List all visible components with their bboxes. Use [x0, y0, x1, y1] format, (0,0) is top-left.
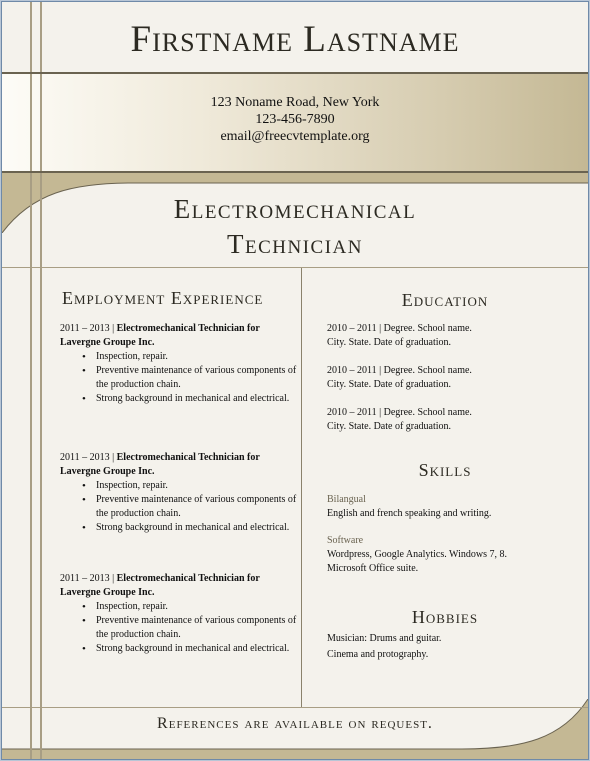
employment-entry [60, 451, 300, 535]
column-divider [301, 268, 302, 707]
education-line: City. State. Date of graduation. [327, 337, 452, 348]
divider-header-top [2, 72, 588, 74]
employment-bullet: • Inspection, repair. [96, 600, 300, 614]
employment-dates: 2011 – 2013 | [60, 452, 115, 463]
employment-entry-head [60, 451, 300, 465]
employment-bullets [60, 600, 300, 656]
hobbies-list [327, 631, 567, 663]
education-line: City. State. Date of graduation. [327, 421, 452, 432]
employment-company: Lavergne Groupe Inc. [60, 466, 155, 477]
hobby-item: Cinema and protography. [327, 649, 429, 660]
employment-role: Electromechanical Technician for [116, 452, 260, 463]
skills-label: Bilangual [327, 494, 366, 505]
divider-title-bottom [2, 267, 588, 268]
candidate-name: Firstname Lastname [130, 19, 460, 60]
education-line: 2010 – 2011 | Degree. School name. [327, 407, 472, 418]
education-line: 2010 – 2011 | Degree. School name. [327, 323, 472, 334]
employment-dates: 2011 – 2013 | [60, 573, 115, 584]
skills-text: English and french speaking and writing. [327, 508, 492, 519]
employment-heading: Employment Experience [62, 288, 264, 308]
job-title-line-2: Technician [227, 229, 363, 259]
hobby-item: Musician: Drums and guitar. [327, 633, 442, 644]
resume-page [1, 1, 589, 760]
education-entry [327, 364, 567, 392]
education-line: 2010 – 2011 | Degree. School name. [327, 365, 472, 376]
skills-group [327, 493, 567, 521]
divider-footer-top [2, 707, 588, 708]
employment-bullet: • Strong background in mechanical and electrical. [96, 392, 300, 406]
employment-entry [60, 322, 300, 406]
contact-address: 123 Noname Road, New York [210, 95, 380, 110]
education-entry [327, 406, 567, 434]
employment-role: Electromechanical Technician for [116, 323, 260, 334]
employment-bullet: • Strong background in mechanical and electrical. [96, 521, 300, 535]
references-footer: References are available on request. [157, 715, 433, 732]
employment-company: Lavergne Groupe Inc. [60, 587, 155, 598]
employment-bullets [60, 350, 300, 406]
employment-dates: 2011 – 2013 | [60, 323, 115, 334]
skills-label: Software [327, 535, 364, 546]
employment-bullets [60, 479, 300, 535]
job-title [2, 192, 588, 262]
contact-phone: 123-456-7890 [255, 112, 335, 127]
employment-bullet: • Inspection, repair. [96, 350, 300, 364]
employment-company: Lavergne Groupe Inc. [60, 337, 155, 348]
skills-group [327, 534, 537, 576]
employment-entry-head [60, 572, 300, 586]
job-title-line-1: Electromechanical [173, 194, 417, 224]
employment-bullet: • Preventive maintenance of various components of the production chain. [96, 364, 300, 392]
divider-header-bottom [2, 171, 588, 173]
employment-bullet: • Preventive maintenance of various components of the production chain. [96, 614, 300, 642]
contact-email: email@freecvtemplate.org [220, 129, 370, 144]
employment-bullet: • Strong background in mechanical and electrical. [96, 642, 300, 656]
employment-role: Electromechanical Technician for [116, 573, 260, 584]
education-line: City. State. Date of graduation. [327, 379, 452, 390]
employment-entry-head [60, 322, 300, 336]
education-heading: Education [401, 290, 489, 310]
employment-entry [60, 572, 300, 656]
skills-heading: Skills [418, 460, 472, 480]
skills-text: Wordpress, Google Analytics. Windows 7, 8. Microsoft Office suite. [327, 549, 507, 574]
hobbies-heading: Hobbies [411, 607, 479, 627]
employment-bullet: • Inspection, repair. [96, 479, 300, 493]
education-entry [327, 322, 567, 350]
employment-bullet: • Preventive maintenance of various components of the production chain. [96, 493, 300, 521]
